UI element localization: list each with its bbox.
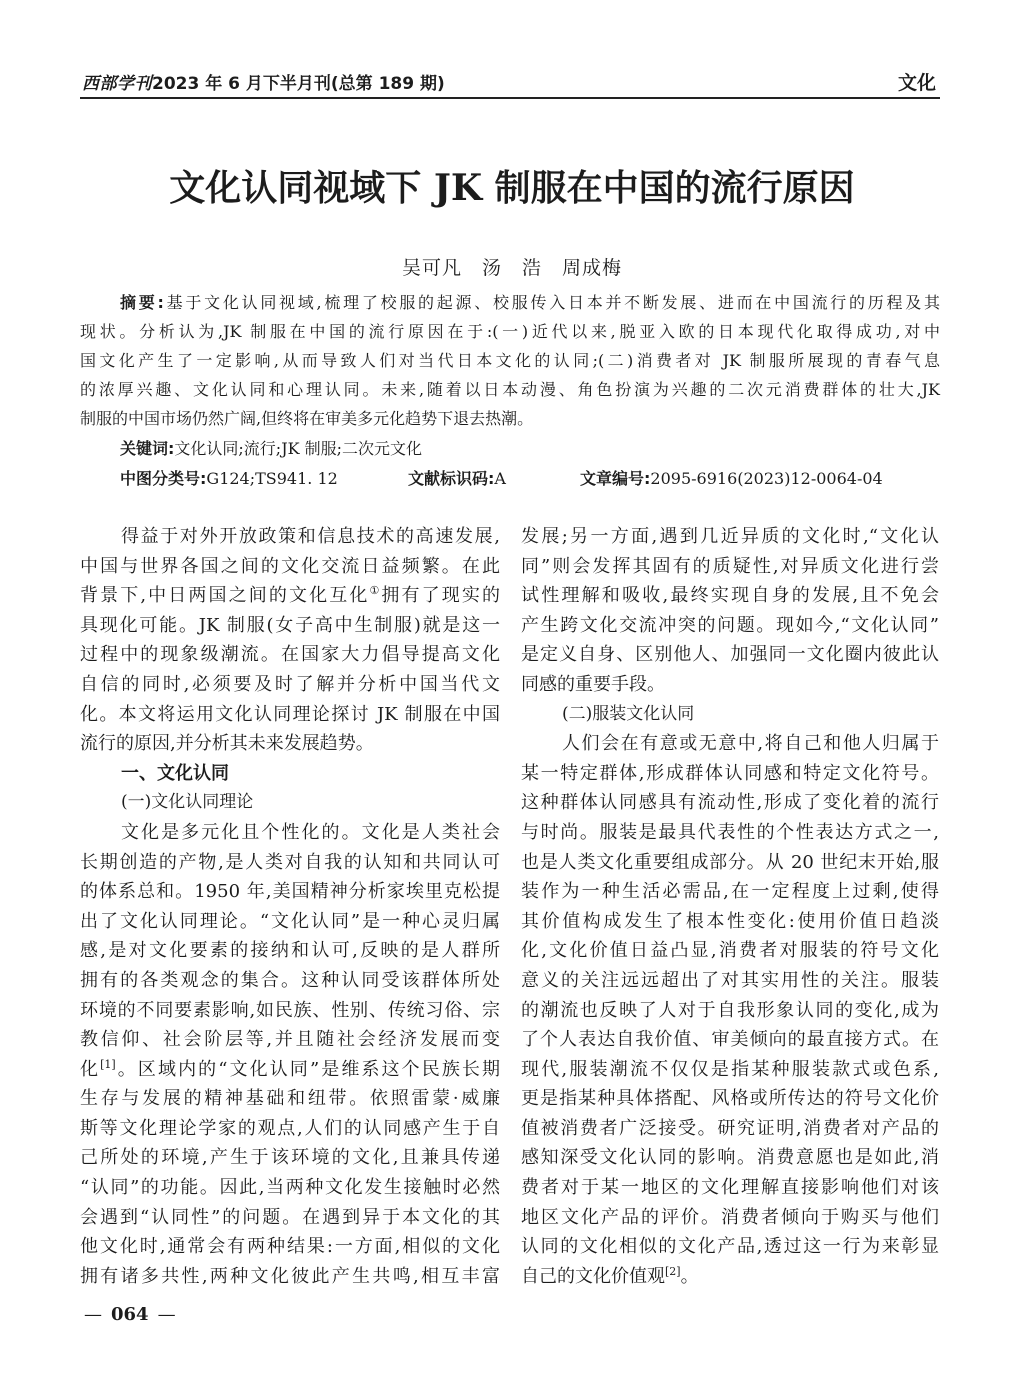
body-line: 中国与世界各国之间的文化交流日益频繁。在此 [80, 555, 500, 577]
keywords-value: 文化认同;流行;JK 制服;二次元文化 [174, 439, 423, 458]
body-text: 。 [680, 1265, 699, 1287]
body-line: 装作为一种生活必需品,在一定程度上过剩,使得 [521, 881, 939, 903]
clc-group [120, 464, 338, 493]
subsection-heading: (一)文化认同理论 [121, 792, 254, 813]
body-line [521, 1262, 939, 1292]
body-line: 己所处的环境,产生于该环境的文化,且兼具传递 [80, 1147, 500, 1169]
doc-code-value: A [494, 469, 506, 488]
abstract-text: 国文化产生了一定影响,从而导致人们对当代日本文化的认同;(二)消费者对 JK 制服所展现的青春气息 [80, 351, 940, 370]
body-line: 发展;另一方面,遇到几近异质的文化时,“文化认 [521, 526, 939, 547]
body-line: 生存与发展的精神基础和纽带。依照雷蒙·威廉 [80, 1088, 500, 1110]
body-line: “认同”的功能。因此,当两种文化发生接触时必然 [80, 1177, 500, 1199]
article-no-label: 文章编号: [580, 469, 651, 488]
classification-line [120, 464, 940, 493]
body-line: 他文化时,通常会有两种结果:一方面,相似的文化 [80, 1236, 500, 1258]
body-line: 了个人表达自我价值、审美倾向的最直接方式。在 [521, 1029, 939, 1051]
abstract-line [80, 317, 940, 346]
page-footer [84, 1302, 176, 1328]
footnote-marker: ① [369, 584, 382, 598]
keywords [120, 434, 422, 463]
body-text: 背景下,中日两国之间的文化互化 [80, 585, 370, 607]
section-heading: 一、文化认同 [121, 762, 229, 784]
body-line: 地区文化产品的评价。消费者倾向于购买与他们 [521, 1206, 939, 1228]
section-name: 文化 [897, 72, 936, 94]
doc-code-label: 文献标识码: [408, 469, 495, 488]
abstract-label: 摘要: [120, 293, 164, 312]
abstract-line [80, 288, 940, 317]
abstract-line [80, 404, 940, 433]
body-line: 认同的文化相似的文化产品,透过这一行为来彰显 [521, 1236, 939, 1258]
author-list: 吴可凡 汤 浩 周成梅 [401, 257, 622, 279]
body-line: 化,文化价值日益凸显,消费者对服装的符号文化 [521, 940, 939, 962]
issue-info: 2023 年 6 月下半月刊(总第 189 期) [152, 74, 445, 94]
article-no-value: 2095-6916(2023)12-0064-04 [650, 469, 883, 488]
body-line: 具现化可能。JK 制服(女子高中生制服)就是这一 [80, 614, 500, 636]
subsection-heading: (二)服装文化认同 [562, 703, 695, 724]
body-line: 某一特定群体,形成群体认同感和特定文化符号。 [521, 762, 939, 784]
abstract-text: 的浓厚兴趣、文化认同和心理认同。未来,随着以日本动漫、角色扮演为兴趣的二次元消费群体的壮大,JK [80, 380, 940, 399]
body-line: 化。本文将运用文化认同理论探讨 JK 制服在中国 [80, 703, 500, 725]
body-line: 文化是多元化且个性化的。文化是人类社会 [121, 821, 500, 843]
keywords-label: 关键词: [120, 439, 175, 458]
body-line: 长期创造的产物,是人类对自我的认知和共同认可 [80, 851, 500, 873]
body-line: 也是人类文化重要组成部分。从 20 世纪末开始,服 [521, 851, 939, 873]
abstract-text: 制服的中国市场仍然广阔,但终将在审美多元化趋势下退去热潮。 [80, 409, 534, 428]
body-line: 环境的不同要素影响,如民族、性别、传统习俗、宗 [80, 999, 500, 1021]
body-line: 自信的同时,必须要及时了解并分析中国当代文 [80, 673, 500, 695]
left-column [80, 522, 500, 1291]
body-line: 得益于对外开放政策和信息技术的高速发展, [121, 526, 500, 547]
body-line: 的体系总和。1950 年,美国精神分析家埃里克松提 [80, 881, 500, 903]
doc-code-group [408, 464, 506, 493]
footnote-marker: [2] [665, 1264, 681, 1278]
body-text: 拥有了现实的 [381, 585, 500, 607]
body-line: 值被消费者广泛接受。研究证明,消费者对产品的 [521, 1117, 939, 1139]
footnote-marker: [1] [100, 1057, 116, 1071]
paragraph [521, 729, 939, 1291]
body-line [80, 581, 500, 611]
body-text: 。区域内的“文化认同”是维系这个民族长期 [115, 1058, 501, 1080]
body-text: 自己的文化价值观 [521, 1265, 665, 1287]
running-header [82, 73, 940, 95]
body-line: 现代,服装潮流不仅仅是指某种服装款式或色系, [521, 1058, 939, 1080]
body-line: 其价值构成发生了根本性变化:使用价值日趋淡 [521, 910, 939, 932]
body-line: 会遇到“认同性”的问题。在遇到异于本文化的其 [80, 1206, 500, 1228]
body-line: 同感的重要手段。 [521, 673, 665, 695]
body-line: 拥有诸多共性,两种文化彼此产生共鸣,相互丰富 [80, 1265, 500, 1287]
paragraph [80, 818, 500, 1292]
body-line: 更是指某种具体搭配、风格或所传达的符号文化价 [521, 1088, 939, 1110]
abstract-line [80, 375, 940, 404]
body-line: 教信仰、社会阶层等,并且随社会经济发展而变 [80, 1029, 500, 1051]
abstract [80, 288, 940, 433]
abstract-line [80, 346, 940, 375]
body-line: 感知深受文化认同的影响。消费意愿也是如此,消 [521, 1147, 939, 1169]
footer-dash-right: — [157, 1304, 176, 1325]
body-line: 这种群体认同感具有流动性,形成了变化着的流行 [521, 792, 939, 814]
paragraph [80, 522, 500, 759]
body-text: 化 [80, 1058, 101, 1080]
body-line: 与时尚。服装是最具代表性的个性表达方式之一, [521, 821, 939, 843]
right-column [521, 522, 939, 1291]
body-line: 是定义自身、区别他人、加强同一文化圈内彼此认 [521, 644, 939, 666]
body-line: 试性理解和吸收,最终实现自身的发展,且不免会 [521, 585, 939, 607]
footer-dash-left: — [84, 1304, 102, 1325]
body-line: 流行的原因,并分析其未来发展趋势。 [80, 733, 374, 755]
body-line: 斯等文化理论学家的观点,人们的认同感产生于自 [80, 1117, 500, 1139]
body-line: 出了文化认同理论。“文化认同”是一种心灵归属 [80, 910, 500, 932]
body-line: 同”则会发挥其固有的质疑性,对异质文化进行尝 [521, 555, 939, 577]
paragraph [521, 522, 939, 700]
body-line: 拥有的各类观念的集合。这种认同受该群体所处 [80, 969, 500, 991]
clc-value: G124;TS941. 12 [206, 469, 338, 488]
body-line: 的潮流也反映了人对于自我形象认同的变化,成为 [521, 999, 939, 1021]
body-line: 意义的关注远远超出了对其实用性的关注。服装 [521, 969, 939, 991]
abstract-text: 基于文化认同视域,梳理了校服的起源、校服传入日本并不断发展、进而在中国流行的历程及其 [163, 293, 941, 312]
page-number: 064 [111, 1304, 149, 1325]
body-line: 人们会在有意或无意中,将自己和他人归属于 [562, 733, 939, 755]
article-no-group [580, 464, 883, 493]
body-line: 感,是对文化要素的接纳和认可,反映的是人群所 [80, 940, 500, 962]
clc-label: 中图分类号: [120, 469, 207, 488]
header-rule [80, 97, 940, 99]
body-line: 费者对于某一地区的文化理解直接影响他们对该 [521, 1177, 939, 1199]
paper-title: 文化认同视域下 JK 制服在中国的流行原因 [169, 167, 855, 209]
abstract-text: 现状。分析认为,JK 制服在中国的流行原因在于:(一)近代以来,脱亚入欧的日本现代化取得成功,对中 [80, 322, 940, 341]
journal-logo: 西部学刊 [82, 74, 152, 94]
body-line: 产生跨文化交流冲突的问题。现如今,“文化认同” [521, 614, 939, 636]
body-line [80, 1055, 500, 1085]
body-line: 过程中的现象级潮流。在国家大力倡导提高文化 [80, 644, 500, 666]
